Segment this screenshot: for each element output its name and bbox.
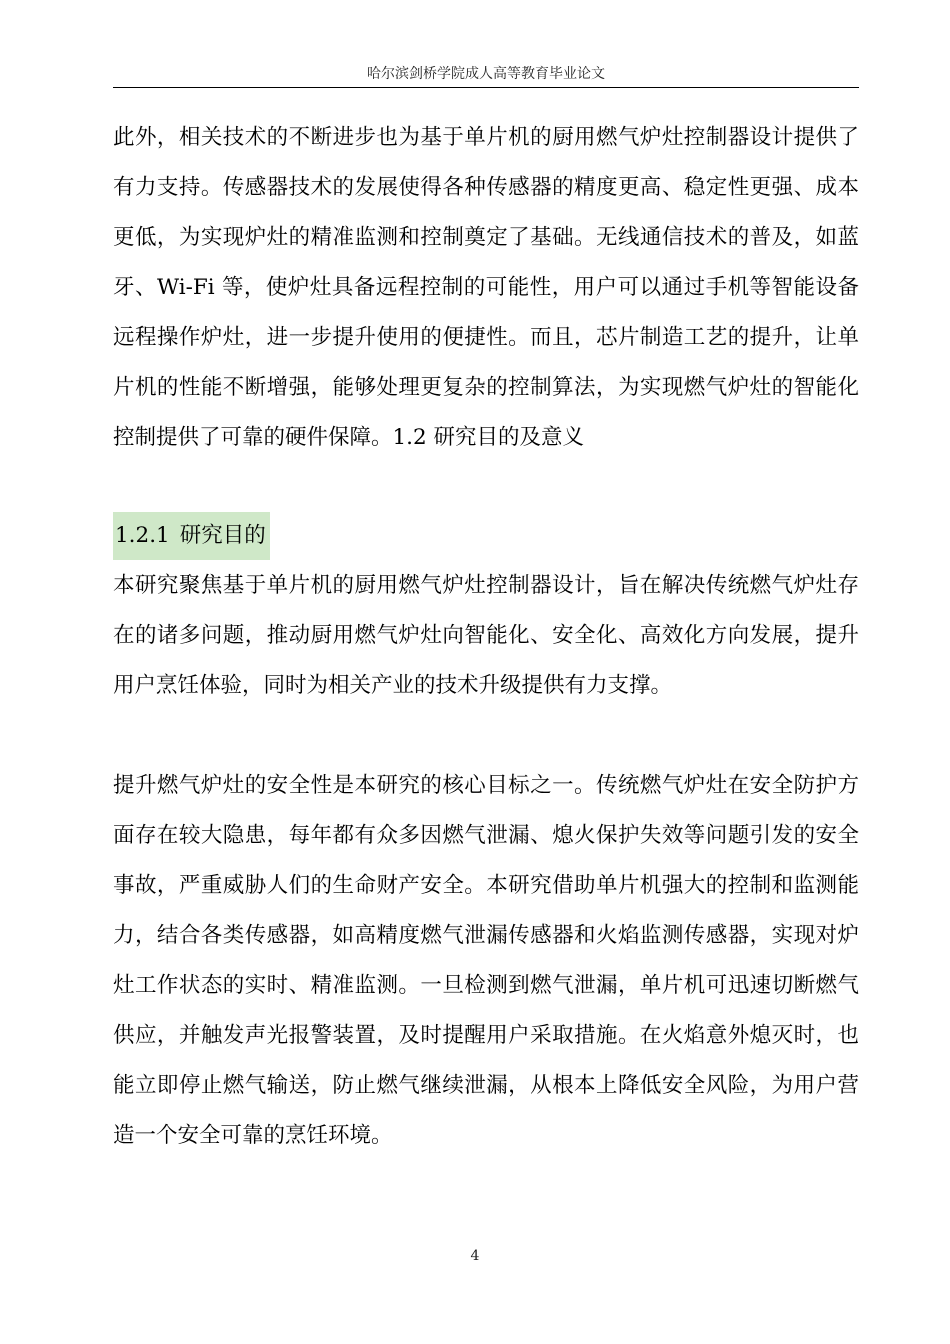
running-header: 哈尔滨剑桥学院成人高等教育毕业论文 (367, 66, 605, 82)
section-heading-number: 1.2.1 (115, 523, 170, 548)
section-heading (113, 512, 270, 560)
section-heading-highlight (113, 512, 270, 560)
body-paragraph-3: 提升燃气炉灶的安全性是本研究的核心目标之一。传统燃气炉灶在安全防护方面存在较大隐患，每年都有众多因燃气泄漏、熄火保护失效等问题引发的安全事故，严重威胁人们的生命财产安全。本研究借助单片机强大的控制和监测能力，结合各类传感器，如高精度燃气泄漏传感器和火焰监测传感器，实现对炉灶工作状态的实时、精准监测。一旦检测到燃气泄漏，单片机可迅速切断燃气供应，并触发声光报警装置，及时提醒用户采取措施。在火焰意外熄灭时，也能立即停止燃气输送，防止燃气继续泄漏，从根本上降低安全风险，为用户营造一个安全可靠的烹饪环境。 (113, 773, 859, 1148)
section-heading-title: 研究目的 (179, 523, 266, 548)
body-paragraph-1: 此外，相关技术的不断进步也为基于单片机的厨用燃气炉灶控制器设计提供了有力支持。传感器技术的发展使得各种传感器的精度更高、稳定性更强、成本更低，为实现炉灶的精准监测和控制奠定了基础。无线通信技术的普及，如蓝牙、Wi-Fi 等，使炉灶具备远程控制的可能性，用户可以通过手机等智能设备远程操作炉灶，进一步提升使用的便捷性。而且，芯片制造工艺的提升，让单片机的性能不断增强，能够处理更复杂的控制算法，为实现燃气炉灶的智能化控制提供了可靠的硬件保障。1.2 研究目的及意义 (113, 125, 859, 450)
page-number: 4 (470, 1248, 480, 1264)
body-paragraph-2: 本研究聚焦基于单片机的厨用燃气炉灶控制器设计，旨在解决传统燃气炉灶存在的诸多问题，推动厨用燃气炉灶向智能化、安全化、高效化方向发展，提升用户烹饪体验，同时为相关产业的技术升级提供有力支撑。 (113, 573, 859, 698)
header-rule (113, 87, 859, 88)
